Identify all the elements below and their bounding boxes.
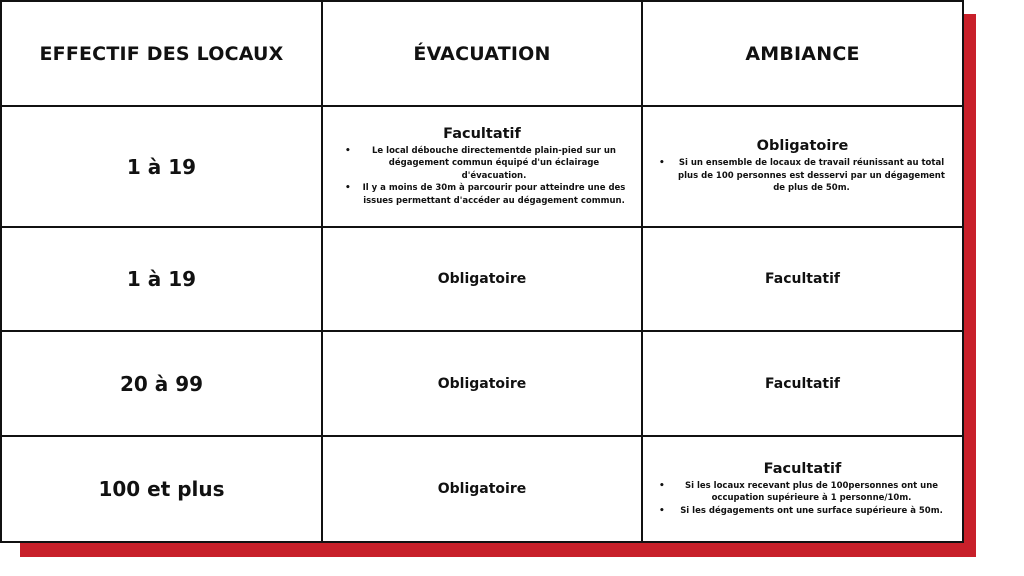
table-row	[1, 436, 963, 542]
table-row	[1, 227, 963, 331]
note-item: • Si les locaux recevant plus de 100personnes ont une occupation supérieure à 1 personne/10m.	[651, 480, 954, 505]
table-row	[1, 106, 963, 227]
effectif-cell: 1 à 19	[1, 227, 322, 331]
ambiance-status: Facultatif	[642, 227, 963, 331]
evacuation-status: Obligatoire	[322, 331, 642, 436]
ambiance-notes	[651, 480, 954, 518]
header-effectif: EFFECTIF DES LOCAUX	[1, 1, 322, 106]
evacuation-status: Obligatoire	[322, 227, 642, 331]
evacuation-status: Facultatif	[443, 125, 521, 142]
ambiance-cell	[642, 436, 963, 542]
ambiance-cell	[642, 106, 963, 227]
header-ambiance: AMBIANCE	[642, 1, 963, 106]
effectif-cell: 100 et plus	[1, 436, 322, 542]
table-header-row	[1, 1, 963, 106]
note-item: • Il y a moins de 30m à parcourir pour atteindre une des issues permettant d'accéder au dégagement commun.	[331, 182, 633, 207]
effectif-cell: 1 à 19	[1, 106, 322, 227]
header-evacuation: ÉVACUATION	[322, 1, 642, 106]
ambiance-notes	[651, 157, 954, 195]
table-row	[1, 331, 963, 436]
effectif-cell: 20 à 99	[1, 331, 322, 436]
evacuation-status: Obligatoire	[322, 436, 642, 542]
ambiance-status: Obligatoire	[756, 138, 849, 155]
note-item: • Le local débouche directementde plain-pied sur un dégagement commun équipé d'un éclairage d'évacuation.	[331, 145, 633, 183]
note-item: • Si un ensemble de locaux de travail réunissant au total plus de 100 personnes est desservi par un dégagement de plus de 50m.	[651, 157, 954, 195]
ambiance-status: Facultatif	[763, 460, 842, 477]
note-item: • Si les dégagements ont une surface supérieure à 50m.	[651, 505, 954, 518]
evacuation-notes	[331, 145, 633, 208]
ambiance-status: Facultatif	[642, 331, 963, 436]
evacuation-cell	[322, 106, 642, 227]
